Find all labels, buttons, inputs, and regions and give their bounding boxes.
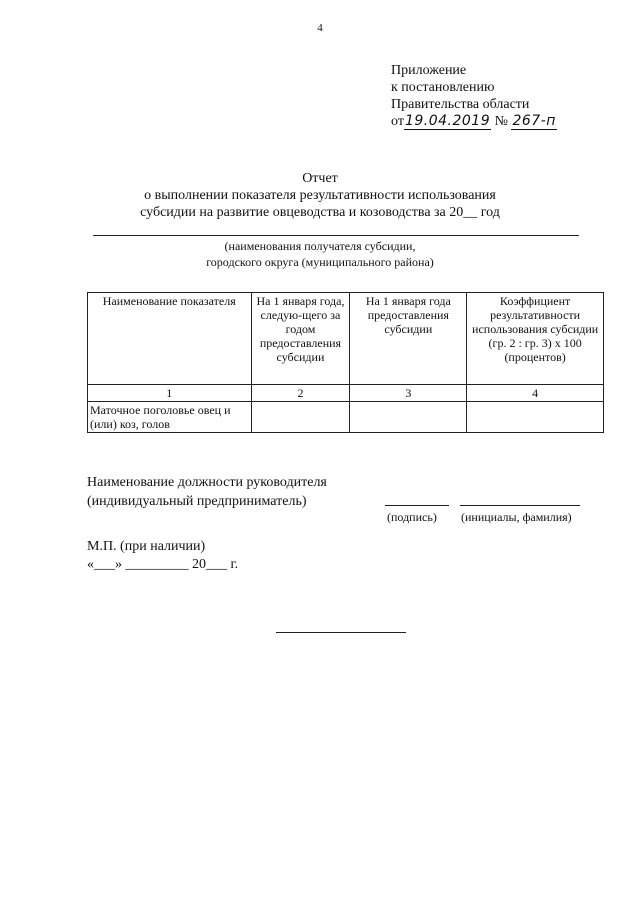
header-indicator: Наименование показателя — [88, 293, 252, 385]
recipient-caption-line1: (наименования получателя субсидии, — [224, 239, 416, 253]
title-line1: Отчет — [302, 171, 338, 186]
appendix-line1: Приложение — [391, 63, 467, 78]
report-table — [87, 292, 604, 433]
recipient-caption-line2: городского округа (муниципального района) — [206, 255, 434, 269]
name-line — [460, 505, 580, 506]
indicator-cell: Маточное поголовье овец и (или) коз, голов — [88, 402, 252, 433]
appendix-line2: к постановлению — [391, 80, 495, 95]
name-caption: (инициалы, фамилия) — [461, 510, 572, 524]
title-line2: о выполнении показателя результативности использования — [144, 188, 496, 203]
position-line1: Наименование должности руководителя — [87, 475, 327, 490]
footer-separator — [276, 632, 406, 633]
header-next-year: На 1 января года, следую-щего за годом предоставления субсидии — [251, 293, 350, 385]
recipient-underline — [93, 235, 579, 236]
appendix-date-line — [391, 113, 557, 130]
page-number: 4 — [317, 22, 323, 34]
date-prefix: от — [391, 114, 404, 129]
column-number: 3 — [350, 385, 467, 402]
value-cell-grant-year[interactable] — [350, 402, 467, 433]
header-grant-year: На 1 января года предоставления субсидии — [350, 293, 467, 385]
header-coefficient: Коэффициент результативности использования субсидии (гр. 2 : гр. 3) х 100 (процентов) — [467, 293, 604, 385]
stamp-date-line: «___» _________ 20___ г. — [87, 557, 239, 572]
appendix-line3: Правительства области — [391, 97, 530, 112]
handwritten-date: 19.04.2019 — [404, 113, 491, 129]
signature-caption: (подпись) — [387, 510, 437, 524]
column-number: 4 — [467, 385, 604, 402]
position-line2: (индивидуальный предприниматель) — [87, 494, 307, 509]
signature-line — [385, 505, 449, 506]
column-number-row — [88, 385, 604, 402]
table-header-row — [88, 293, 604, 385]
table-row — [88, 402, 604, 433]
appendix-block — [391, 62, 557, 130]
handwritten-number: 267-п — [512, 113, 556, 129]
column-number: 2 — [251, 385, 350, 402]
number-sign: № — [494, 114, 508, 129]
value-cell-next-year[interactable] — [251, 402, 350, 433]
column-number: 1 — [88, 385, 252, 402]
title-line3: субсидии на развитие овцеводства и козоводства за 20__ год — [140, 205, 500, 220]
value-cell-coefficient[interactable] — [467, 402, 604, 433]
stamp-mp: М.П. (при наличии) — [87, 539, 206, 554]
